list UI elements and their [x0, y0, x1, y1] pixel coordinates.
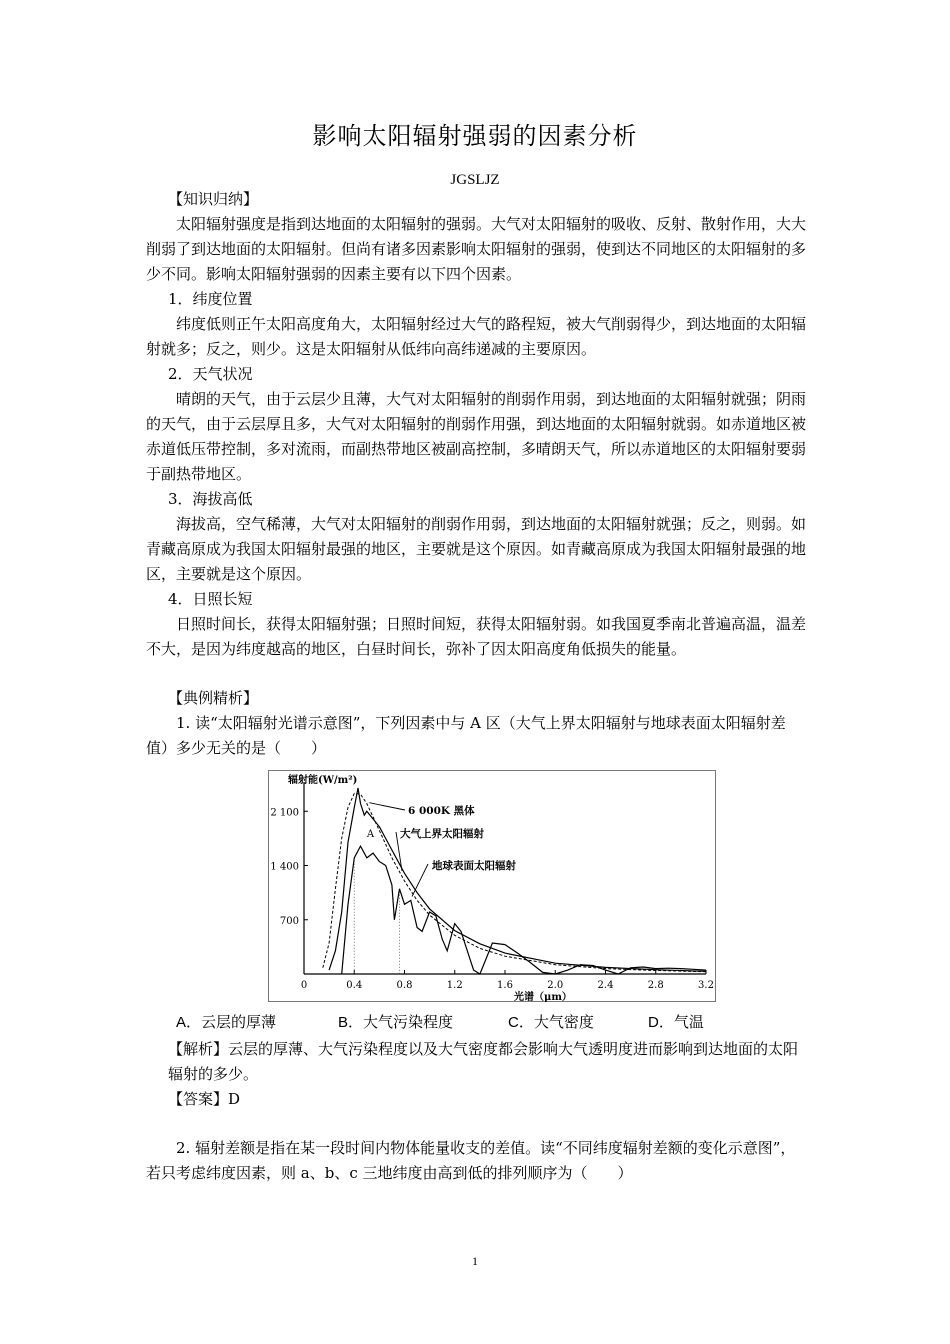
region-a-label: A: [366, 828, 375, 840]
factor-text-latitude: 纬度低则正午太阳高度角大，太阳辐射经过大气的路程短，被大气削弱得少，到达地面的太阳辐射就多；反之，则少。这是太阳辐射从低纬向高纬递减的主要原因。: [146, 315, 807, 358]
factor-text-altitude: 海拔高，空气稀薄，大气对太阳辐射的削弱作用弱，到达地面的太阳辐射就强；反之，则弱。如青藏高原成为我国太阳辐射最强的地区，主要就是这个原因。如青藏高原成为我国太阳辐射最强的地区，主要就是这个原因。: [146, 515, 807, 583]
answer-text: 【答案】D: [168, 1090, 241, 1108]
factor-text-sunshine: 日照时间长，获得太阳辐射强；日照时间短，获得太阳辐射弱。如我国夏季南北普遍高温，温差不大，是因为纬度越高的地区，白昼时间长，弥补了因太阳高度角低损失的能量。: [146, 615, 807, 658]
section-heading-knowledge: 【知识归纳】: [168, 190, 259, 208]
page-number: 1: [472, 1254, 478, 1268]
series-label-2: 大气上界太阳辐射: [400, 828, 484, 840]
option-c[interactable]: C．大气密度: [508, 1014, 594, 1031]
question-1-explanation: [146, 1037, 808, 1112]
analysis-text: 【解析】云层的厚薄、大气污染程度以及大气密度都会影响大气透明度进而影响到达地面的太阳辐射的多少。: [168, 1040, 799, 1083]
question-2: [146, 1136, 808, 1186]
question-1-options: [176, 1010, 704, 1035]
x-tick-label: 1.2: [446, 980, 463, 991]
intro-paragraph: 太阳辐射强度是指到达地面的太阳辐射的强弱。大气对太阳辐射的吸收、反射、散射作用，大大削弱了到达地面的太阳辐射。但尚有诸多因素影响太阳辐射的强弱，使到达不同地区的太阳辐射的多少不同。影响太阳辐射强弱的因素主要有以下四个因素。: [146, 215, 807, 283]
x-axis-label: 光谱（μm）: [514, 992, 572, 1002]
x-tick-label: 2.4: [597, 980, 614, 991]
series-label-3: 地球表面太阳辐射: [432, 860, 516, 872]
x-tick-label: 2.8: [647, 980, 664, 991]
question-1-stem: 1. 读“太阳辐射光谱示意图”，下列因素中与 A 区（大气上界太阳辐射与地球表面太阳辐射差值）多少无关的是（ ）: [146, 714, 786, 757]
factor-heading-latitude: 1．纬度位置: [168, 290, 253, 308]
x-tick-label: 0.8: [396, 980, 413, 991]
factor-heading-sunshine: 4．日照长短: [168, 590, 253, 608]
x-tick-label: 2.0: [547, 980, 564, 991]
factor-text-weather: 晴朗的天气，由于云层少且薄，大气对太阳辐射的削弱作用弱，到达地面的太阳辐射就强；阴雨的天气，由于云层厚且多，大气对太阳辐射的削弱作用强，到达地面的太阳辐射就弱。如赤道地区被赤道低压带控制，多对流雨，而副热带地区被副高控制，多晴朗天气，所以赤道地区的太阳辐射要弱于副热带地区。: [146, 390, 807, 483]
option-b[interactable]: B．大气污染程度: [338, 1014, 454, 1031]
x-tick-label: 3.2: [698, 980, 714, 991]
examples-section: [146, 686, 808, 761]
y-axis-label: 辐射能(W/m²): [288, 775, 358, 786]
author-line: JGSLJZ: [450, 172, 500, 188]
option-d[interactable]: D．气温: [648, 1014, 704, 1031]
solar-spectrum-chart: [268, 770, 716, 1002]
question-2-stem: 2. 辐射差额是指在某一段时间内物体能量收支的差值。读“不同纬度辐射差额的变化示意图”，若只考虑纬度因素，则 a、b、c 三地纬度由高到低的排列顺序为（ ）: [146, 1139, 796, 1182]
x-tick-label: 1.6: [497, 980, 513, 991]
page-title: 影响太阳辐射强弱的因素分析: [312, 122, 638, 150]
factor-heading-weather: 2．天气状况: [168, 365, 253, 383]
factor-heading-altitude: 3．海拔高低: [168, 490, 253, 508]
knowledge-section: [146, 187, 808, 662]
y-tick-label: 1 400: [270, 861, 299, 873]
x-tick-label: 0.4: [346, 980, 363, 991]
section-heading-examples: 【典例精析】: [168, 689, 259, 707]
option-a[interactable]: A．云层的厚薄: [176, 1014, 277, 1031]
x-tick-label: 0: [300, 980, 308, 991]
y-tick-label: 700: [279, 915, 299, 927]
y-tick-label: 2 100: [270, 807, 299, 819]
series-label-1: 6 000K 黑体: [408, 805, 475, 817]
